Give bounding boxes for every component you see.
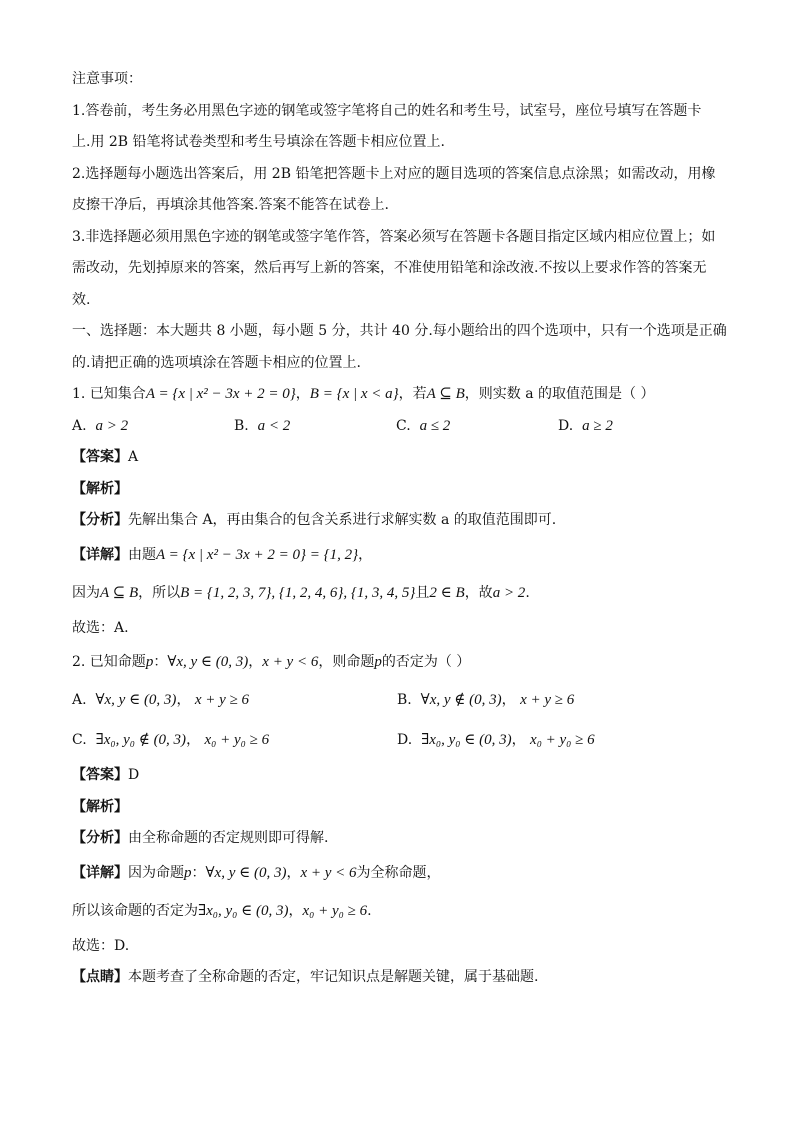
answer-tag: 【答案】 [72,767,128,783]
question-2-options-row2 [72,720,724,760]
subset-expr: A ⊆ B [426,386,465,402]
choose-line: 故选：D. [72,937,130,954]
answer-value: D [128,767,140,783]
option-d: D. a ≥ 2 [558,417,613,434]
detail-line: 【详解】因为命题p：∀x, y ∈ (0, 3)，x + y < 6为全称命题， [72,864,441,881]
set-b-expr: B = {x | x < a} [309,386,399,402]
option-c: C. a ≤ 2 [396,417,451,434]
fenxi-line: 【分析】先解出集合 A，再由集合的包含关系进行求解实数 a 的取值范围即可. [72,512,557,528]
comment-line: 【点睛】本题考查了全称命题的否定，牢记知识点是解题关键，属于基础题. [72,969,539,985]
option-c: C. ∃x₀, y₀ ∉ (0, 3)， x₀ + y₀ ≥ 6 [72,732,270,748]
notice-line: 上.用 2B 铅笔将试卷类型和考生号填涂在答题卡相应位置上. [72,134,445,150]
choose-line: 故选：A. [72,619,129,636]
set-a-expr: A = {x | x² − 3x + 2 = 0} [145,386,296,402]
analysis-tag: 【解析】 [72,480,128,497]
question-1-stem: 1. 已知集合A = {x | x² − 3x + 2 = 0}，B = {x | x < a}，若A ⊆ B，则实数 a 的取值范围是（ ） [72,386,655,402]
notice-line: 效. [72,291,91,308]
option-b: B. a < 2 [234,417,291,434]
answer-tag: 【答案】 [72,449,128,465]
option-b: B. ∀x, y ∉ (0, 3)， x + y ≥ 6 [397,692,575,708]
negation-line: 所以该命题的否定为∃x₀, y₀ ∈ (0, 3)，x₀ + y₀ ≥ 6. [72,902,372,919]
answer-value: A [128,449,139,465]
question-1-options [72,411,724,443]
section-header: 一、选择题：本大题共 8 小题，每小题 5 分，共计 40 分.每小题给出的四个选项中，只有一个选项是正确 [72,323,727,339]
question-2-stem: 2. 已知命题p：∀x, y ∈ (0, 3)，x + y < 6，则命题p的否定为（ ） [72,654,471,670]
notice-title: 注意事项： [72,71,142,87]
option-a: A. a > 2 [72,417,129,434]
notice-line: 2.选择题每小题选出答案后，用 2B 铅笔把答题卡上对应的题目选项的答案信息点涂黑；如需改动，用橡 [72,165,716,182]
fenxi-line: 【分析】由全称命题的否定规则即可得解. [72,830,329,846]
detail-line: 【详解】由题A = {x | x² − 3x + 2 = 0} = {1, 2}， [72,546,373,563]
section-header: 的.请把正确的选项填涂在答题卡相应的位置上. [72,354,361,371]
option-a: A. ∀x, y ∈ (0, 3)， x + y ≥ 6 [72,692,250,708]
notice-line: 3.非选择题必须用黑色字迹的钢笔或签字笔作答，答案必须写在答题卡各题目指定区域内相应位置上；如 [72,228,716,245]
answer-line [72,760,724,792]
because-line: 因为A ⊆ B，所以B = {1, 2, 3, 7}, {1, 2, 4, 6}, {1, 3, 4, 5}且2 ∈ B，故a > 2. [72,584,530,601]
option-d: D. ∃x₀, y₀ ∈ (0, 3)， x₀ + y₀ ≥ 6 [397,732,595,748]
notice-line: 1.答卷前，考生务必用黑色字迹的钢笔或签字笔将自己的姓名和考生号，试室号，座位号填写在答题卡 [72,102,702,119]
question-2-options-row1 [72,680,724,720]
notice-line: 皮擦干净后，再填涂其他答案.答案不能答在试卷上. [72,197,389,213]
notice-line: 需改动，先划掉原来的答案，然后再写上新的答案，不准使用铅笔和涂改液.不按以上要求作答的答案无 [72,260,707,276]
analysis-tag: 【解析】 [72,798,128,815]
answer-line [72,442,724,474]
